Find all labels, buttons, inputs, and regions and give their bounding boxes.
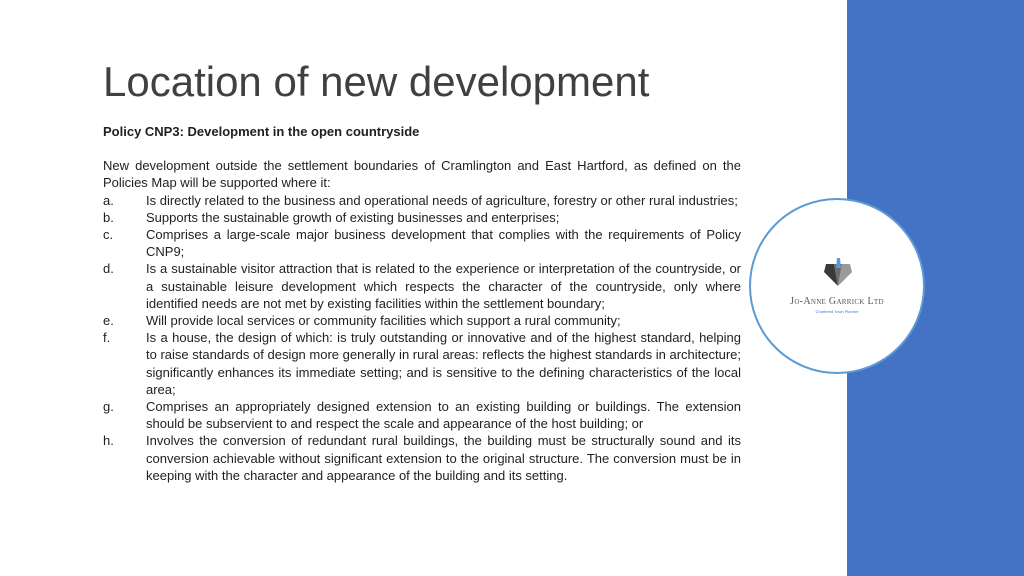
- list-item-text: Is a sustainable visitor attraction that is related to the experience or interpretation of the countryside, or a sustainable leisure development which respects the character of the countryside, only where identified needs are not met by existing facilities within the settlement boundary;: [146, 261, 741, 311]
- list-item: [103, 329, 741, 398]
- list-item-text: Will provide local services or community facilities which support a rural community;: [146, 313, 621, 329]
- list-item-text: Is a house, the design of which: is truly outstanding or innovative and of the highest standard, helping to raise standards of design more generally in rural areas: reflects the highest standards in architecture; significantly enhances its immediate setting; and is sensitive to the defining characteristics of the local area;: [146, 330, 741, 397]
- list-item: [103, 398, 741, 432]
- policy-content: [103, 123, 741, 484]
- list-item-letter: g.: [103, 399, 114, 415]
- logo-badge: [749, 198, 925, 374]
- list-item: [103, 209, 741, 226]
- list-item-text: Comprises a large-scale major business development that complies with the requirements of Policy CNP9;: [146, 227, 741, 260]
- page-title: Location of new development: [103, 58, 650, 105]
- policy-intro: New development outside the settlement boundaries of Cramlington and East Hartford, as defined on the Policies Map will be supported where it:: [103, 158, 741, 191]
- list-item-text: Supports the sustainable growth of existing businesses and enterprises;: [146, 209, 560, 225]
- list-item-letter: d.: [103, 261, 114, 277]
- criteria-list: [103, 192, 741, 484]
- list-item-text: Is directly related to the business and operational needs of agriculture, forestry or other rural industries;: [146, 192, 738, 208]
- list-item: [103, 226, 741, 260]
- policy-subheading: Policy CNP3: Development in the open countryside: [103, 124, 420, 139]
- list-item-letter: b.: [103, 209, 114, 225]
- logo-name: Jo-Anne Garrick Ltd: [790, 296, 884, 307]
- list-item-letter: f.: [103, 330, 111, 346]
- list-item: [103, 312, 741, 329]
- list-item: [103, 432, 741, 484]
- list-item-letter: a.: [103, 192, 114, 208]
- list-item: [103, 260, 741, 312]
- list-item-text: Involves the conversion of redundant rural buildings, the building must be structurally sound and its conversion achievable without significant extension to the original structure. The conversion must be in keeping with the character and appearance of the building and its setting.: [146, 433, 741, 483]
- list-item-letter: h.: [103, 433, 114, 449]
- list-item-letter: c.: [103, 227, 114, 243]
- diamond-logo-icon: [820, 256, 856, 292]
- list-item-text: Comprises an appropriately designed extension to an existing building or buildings. The extension should be subservient to and respect the scale and appearance of the host building; or: [146, 399, 741, 432]
- list-item: [103, 192, 741, 209]
- list-item-letter: e.: [103, 313, 114, 329]
- logo-tagline: Chartered Town Planner: [815, 309, 859, 314]
